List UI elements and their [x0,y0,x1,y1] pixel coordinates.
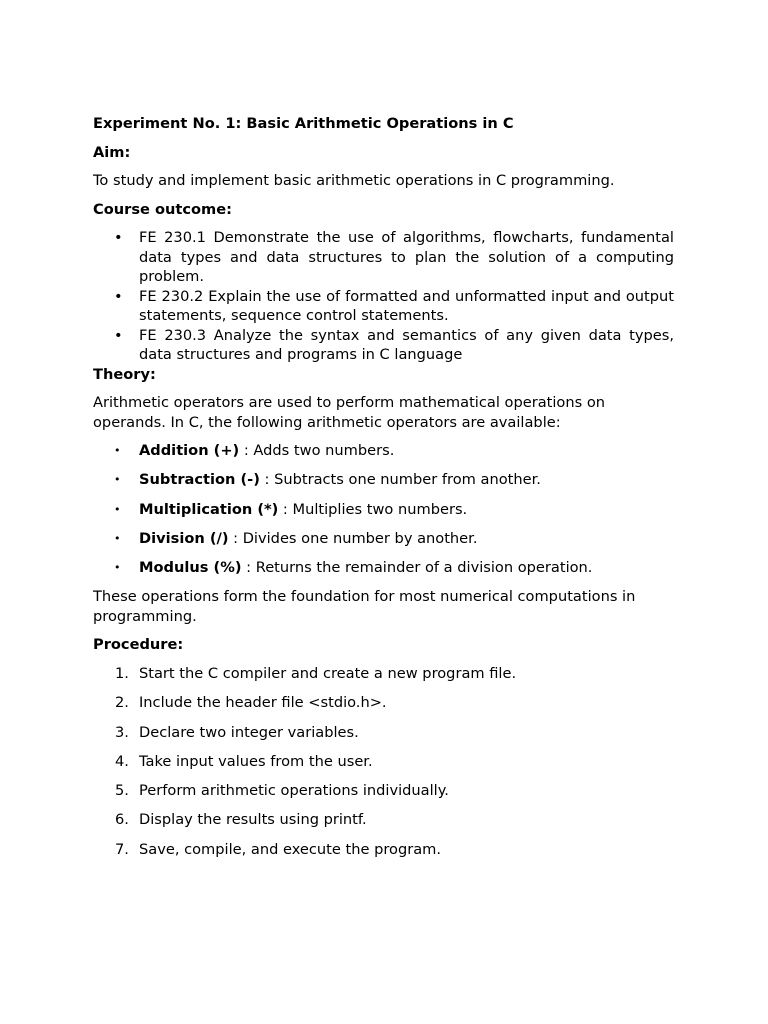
step-number: 5. [115,782,129,800]
course-outcome-text: FE 230.1 Demonstrate the use of algorithms, flowcharts, fundamental data types and data structures to plan the solution of a computing problem. [139,229,674,285]
bullet-icon: • [114,561,121,575]
step-text: Save, compile, and execute the program. [139,840,442,858]
operator-desc: : Subtracts one number from another. [259,471,541,489]
bullet-icon: • [114,473,121,487]
operator-name: Multiplication (*) [139,500,279,518]
operator-item [93,441,674,461]
operator-name: Modulus (%) [139,559,242,577]
procedure-step [93,781,674,801]
operator-item [93,529,674,549]
step-text: Include the header file <stdio.h>. [139,694,387,712]
aim-heading: Aim: [93,143,131,161]
course-outcome-item [93,326,674,365]
bullet-icon: • [114,326,123,344]
operator-desc: : Multiplies two numbers. [278,500,468,518]
theory-intro: Arithmetic operators are used to perform mathematical operations on operands. In C, the following arithmetic operators are available: [93,394,606,431]
procedure-step [93,723,674,743]
operator-item [93,470,674,490]
step-text: Display the results using printf. [139,811,367,829]
step-number: 3. [115,723,129,741]
operator-name: Subtraction (-) [139,471,260,489]
procedure-step [93,840,674,860]
course-outcome-text: FE 230.3 Analyze the syntax and semantics of any given data types, data structures and programs in C language [139,326,674,363]
experiment-title: Experiment No. 1: Basic Arithmetic Operations in C [93,115,514,132]
step-number: 2. [115,694,129,712]
step-number: 4. [115,752,129,770]
step-number: 6. [115,811,129,829]
operator-name: Division (/) [139,529,229,547]
step-text: Start the C compiler and create a new program file. [139,664,517,682]
operator-name: Addition (+) [139,442,240,459]
aim-text: To study and implement basic arithmetic operations in C programming. [93,172,615,189]
procedure-step [93,810,674,830]
operator-desc: : Divides one number by another. [228,529,478,547]
course-outcome-text: FE 230.2 Explain the use of formatted and unformatted input and output statements, sequence control statements. [139,287,674,324]
bullet-icon: • [114,502,121,516]
operator-item [93,500,674,520]
procedure-step [93,752,674,772]
procedure-list [93,664,674,859]
bullet-icon: • [114,229,123,246]
course-outcome-item [93,228,674,287]
operator-list [93,441,674,578]
theory-outro: These operations form the foundation for most numerical computations in programming. [93,588,636,625]
operator-desc: : Returns the remainder of a division operation. [241,559,593,577]
step-text: Perform arithmetic operations individually. [139,782,449,800]
operator-desc: : Adds two numbers. [239,442,395,459]
course-outcome-item [93,287,674,326]
bullet-icon: • [114,444,121,457]
procedure-heading: Procedure: [93,636,184,654]
operator-item [93,558,674,578]
bullet-icon: • [114,287,123,305]
course-outcome-list [93,228,674,365]
step-text: Declare two integer variables. [139,723,359,741]
procedure-step [93,693,674,713]
step-text: Take input values from the user. [139,752,373,770]
step-number: 7. [115,840,129,858]
step-number: 1. [115,664,129,682]
bullet-icon: • [114,531,121,545]
procedure-step [93,664,674,684]
theory-heading: Theory: [93,365,156,383]
course-outcome-heading: Course outcome: [93,200,232,218]
document-page [93,114,674,869]
